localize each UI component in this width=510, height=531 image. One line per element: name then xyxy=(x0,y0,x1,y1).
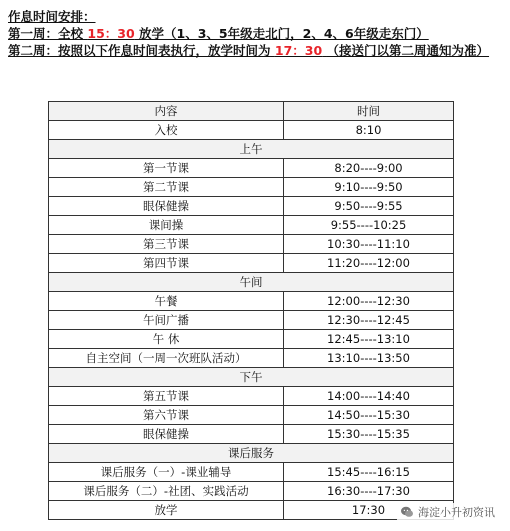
activity-cell: 放学 xyxy=(49,501,284,520)
time-cell: 12:45----13:10 xyxy=(284,330,454,349)
column-header-time: 时间 xyxy=(284,102,454,121)
table-row xyxy=(49,406,454,425)
activity-cell: 第六节课 xyxy=(49,406,284,425)
time-cell: 15:30----15:35 xyxy=(284,425,454,444)
activity-cell: 眼保健操 xyxy=(49,425,284,444)
schedule-table xyxy=(48,101,454,520)
section-label: 午间 xyxy=(49,273,454,292)
time-cell: 11:20----12:00 xyxy=(284,254,454,273)
time-cell: 10:30----11:10 xyxy=(284,235,454,254)
table-row xyxy=(49,178,454,197)
section-row xyxy=(49,368,454,387)
week1-suffix: 放学（1、3、5年级走北门，2、4、6年级走东门） xyxy=(139,26,429,41)
week2-suffix: （接送门以第二周通知为准） xyxy=(326,43,490,58)
table-row xyxy=(49,216,454,235)
activity-cell: 第二节课 xyxy=(49,178,284,197)
table-row xyxy=(49,235,454,254)
schedule-body xyxy=(49,121,454,520)
section-row xyxy=(49,444,454,463)
table-row xyxy=(49,254,454,273)
schedule-notice xyxy=(8,8,502,59)
time-cell: 9:50----9:55 xyxy=(284,197,454,216)
section-label: 下午 xyxy=(49,368,454,387)
time-cell: 14:50----15:30 xyxy=(284,406,454,425)
column-header-content: 内容 xyxy=(49,102,284,121)
time-cell: 16:30----17:30 xyxy=(284,482,454,501)
table-row xyxy=(49,121,454,140)
time-cell: 17:30 xyxy=(284,501,454,520)
week1-prefix: 第一周：全校 xyxy=(8,26,84,41)
table-row xyxy=(49,330,454,349)
week2-dismissal-time: 17：30 xyxy=(274,43,323,58)
activity-cell: 课间操 xyxy=(49,216,284,235)
time-cell: 14:00----14:40 xyxy=(284,387,454,406)
table-row xyxy=(49,197,454,216)
watermark xyxy=(397,503,498,521)
activity-cell: 眼保健操 xyxy=(49,197,284,216)
activity-cell: 第一节课 xyxy=(49,159,284,178)
week2-notice xyxy=(8,42,502,59)
table-row xyxy=(49,387,454,406)
table-header-row xyxy=(49,102,454,121)
week2-prefix: 第二周：按照以下作息时间表执行，放学时间为 xyxy=(8,43,271,58)
activity-cell: 入校 xyxy=(49,121,284,140)
notice-heading: 作息时间安排： xyxy=(8,9,96,24)
time-cell: 8:10 xyxy=(284,121,454,140)
table-row xyxy=(49,463,454,482)
activity-cell: 第三节课 xyxy=(49,235,284,254)
time-cell: 9:55----10:25 xyxy=(284,216,454,235)
activity-cell: 第四节课 xyxy=(49,254,284,273)
table-row xyxy=(49,501,454,520)
wechat-icon xyxy=(400,505,414,519)
time-cell: 12:00----12:30 xyxy=(284,292,454,311)
time-cell: 9:10----9:50 xyxy=(284,178,454,197)
watermark-text: 海淀小升初资讯 xyxy=(418,506,495,519)
section-label: 上午 xyxy=(49,140,454,159)
table-row xyxy=(49,349,454,368)
week1-dismissal-time: 15：30 xyxy=(87,26,135,41)
week1-notice xyxy=(8,25,502,42)
activity-cell: 课后服务（二）-社团、实践活动 xyxy=(49,482,284,501)
activity-cell: 课后服务（一）-课业辅导 xyxy=(49,463,284,482)
time-cell: 13:10----13:50 xyxy=(284,349,454,368)
table-row xyxy=(49,159,454,178)
section-row xyxy=(49,140,454,159)
activity-cell: 午间广播 xyxy=(49,311,284,330)
table-row xyxy=(49,292,454,311)
activity-cell: 午餐 xyxy=(49,292,284,311)
section-row xyxy=(49,273,454,292)
table-row xyxy=(49,311,454,330)
table-row xyxy=(49,425,454,444)
table-row xyxy=(49,482,454,501)
time-cell: 12:30----12:45 xyxy=(284,311,454,330)
time-cell: 15:45----16:15 xyxy=(284,463,454,482)
activity-cell: 午 休 xyxy=(49,330,284,349)
activity-cell: 自主空间（一周一次班队活动） xyxy=(49,349,284,368)
time-cell: 8:20----9:00 xyxy=(284,159,454,178)
section-label: 课后服务 xyxy=(49,444,454,463)
activity-cell: 第五节课 xyxy=(49,387,284,406)
